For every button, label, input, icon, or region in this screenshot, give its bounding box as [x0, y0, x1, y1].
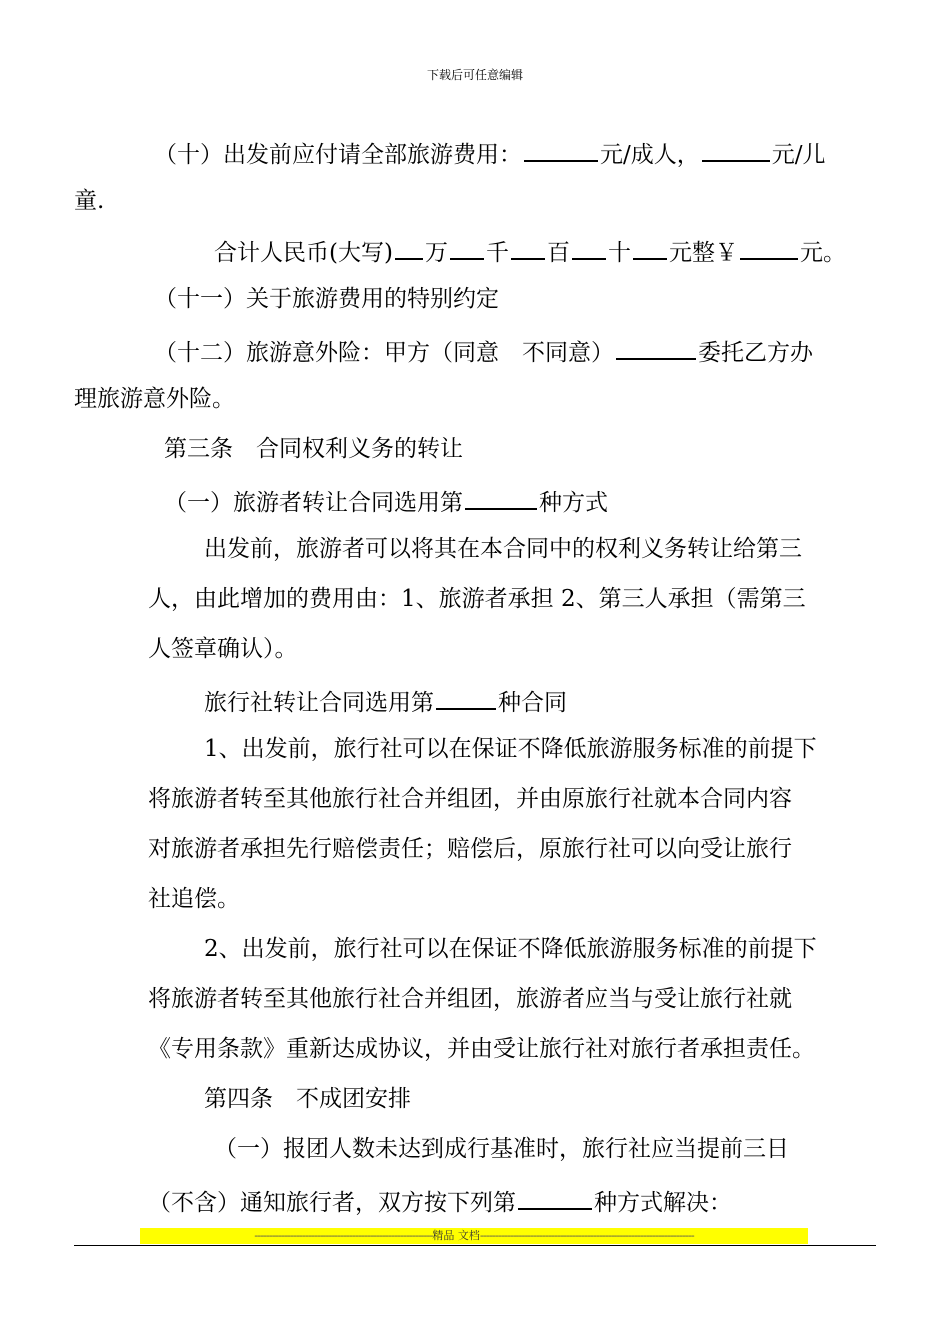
article-3-item-1: （一）旅游者转让合同选用第 种方式 [164, 484, 608, 518]
clause-11: （十一）关于旅游费用的特别约定 [154, 286, 499, 312]
adult-fee-blank[interactable] [524, 136, 598, 162]
page-header: 下载后可任意编辑 [426, 68, 523, 82]
qian-blank[interactable] [450, 234, 484, 260]
yen-amount-blank[interactable] [740, 234, 798, 260]
wan-blank[interactable] [395, 234, 423, 260]
transfer-method-blank[interactable] [465, 484, 537, 510]
article-4-heading: 第四条 不成团安排 [204, 1086, 411, 1112]
article-4-item-1-continued: （不含）通知旅行者，双方按下列第 种方式解决： [148, 1184, 732, 1218]
resolution-method-blank[interactable] [518, 1184, 592, 1210]
footer-divider [74, 1245, 876, 1246]
paragraph-line: 将旅游者转至其他旅行社合并组团，旅游者应当与受让旅行社就 [148, 986, 792, 1012]
paragraph-line: 将旅游者转至其他旅行社合并组团，并由原旅行社就本合同内容 [148, 786, 792, 812]
clause-12-insurance: （十二）旅游意外险：甲方（同意 不同意） 委托乙方办 [154, 334, 813, 368]
article-3-heading: 第三条 合同权利义务的转让 [164, 436, 463, 462]
shi-blank[interactable] [572, 234, 606, 260]
paragraph-line: （一）报团人数未达到成行基准时，旅行社应当提前三日 [214, 1136, 789, 1162]
paragraph-line: 社追偿。 [148, 886, 240, 912]
clause-10-payment: （十）出发前应付请全部旅游费用： 元/成人， 元/儿 [154, 136, 826, 170]
bai-blank[interactable] [511, 234, 545, 260]
paragraph-line: 2、出发前，旅行社可以在保证不降低旅游服务标准的前提下 [204, 936, 817, 962]
paragraph-line: 《专用条款》重新达成协议，并由受让旅行社对旅行者承担责任。 [148, 1036, 815, 1062]
footer-banner: ------------------------------------------------------------精品 文档------------------------------------------------------------------------ [140, 1228, 808, 1244]
paragraph-line: 出发前，旅游者可以将其在本合同中的权利义务转让给第三 [204, 536, 802, 562]
total-amount-line: 合计人民币(大写) 万 千 百 十 元整￥ 元。 [214, 234, 846, 268]
footer-label: 精品 文档 [432, 1229, 480, 1242]
clause-10-continued: 童. [74, 188, 105, 214]
clause-12-continued: 理旅游意外险。 [74, 386, 235, 412]
paragraph-line: 1、出发前，旅行社可以在保证不降低旅游服务标准的前提下 [204, 736, 817, 762]
agency-transfer-line: 旅行社转让合同选用第 种合同 [204, 684, 567, 718]
agency-contract-blank[interactable] [436, 684, 496, 710]
paragraph-line: 人签章确认）。 [148, 636, 298, 662]
paragraph-line: 人，由此增加的费用由：1、旅游者承担 2、第三人承担（需第三 [148, 586, 806, 612]
paragraph-line: 对旅游者承担先行赔偿责任；赔偿后，原旅行社可以向受让旅行 [148, 836, 792, 862]
yuan-blank[interactable] [633, 234, 667, 260]
insurance-choice-blank[interactable] [616, 334, 696, 360]
child-fee-blank[interactable] [702, 136, 770, 162]
